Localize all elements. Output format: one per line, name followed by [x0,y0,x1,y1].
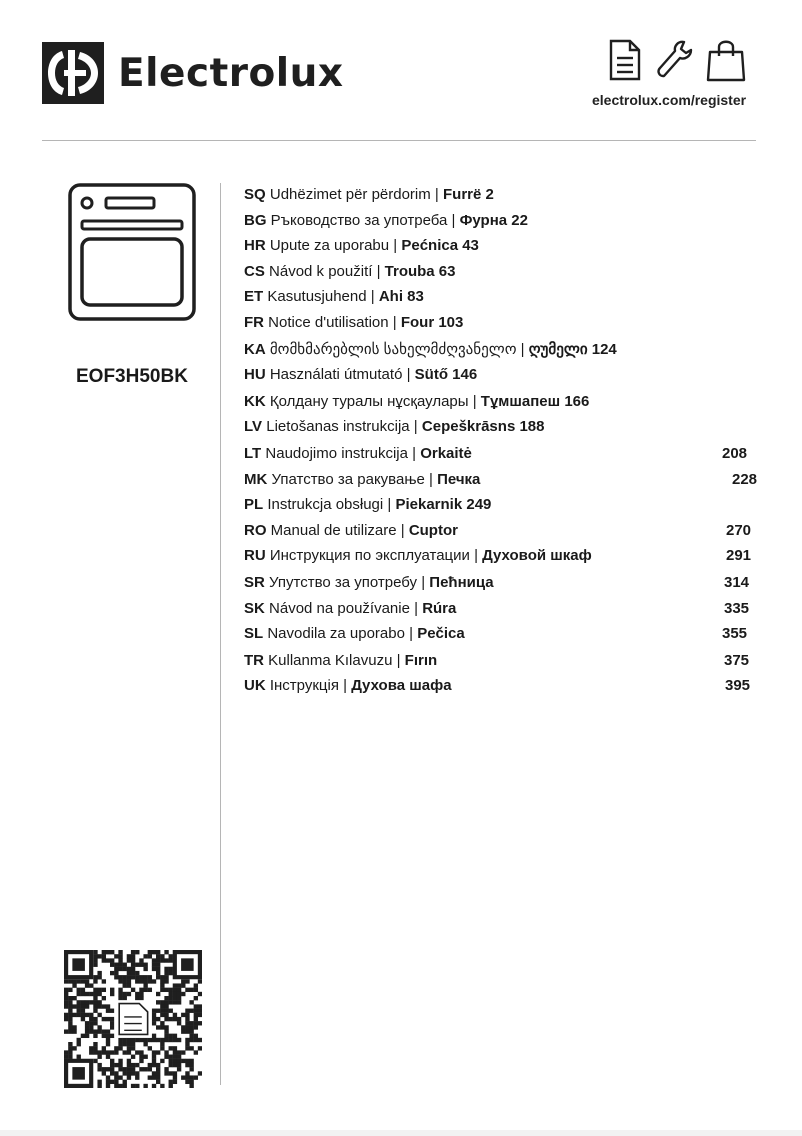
manual-title: Návod k použití | [269,263,381,280]
language-code: SK [244,600,265,617]
language-code: HU [244,366,266,383]
manual-title: Naudojimo instrukcija | [265,445,417,462]
page-number: 314 [724,574,750,591]
shopping-bag-icon [706,38,746,82]
product-name: Фурна 22 [459,212,528,229]
page-number: 375 [724,652,750,669]
toc-entry-et [244,286,760,308]
product-name: Пећница [429,574,494,591]
manual-title: Návod na používanie | [269,600,419,617]
language-code: FR [244,314,264,331]
header-divider [42,140,756,141]
toc-entry-pl [244,494,760,516]
product-name: Furrë 2 [443,186,494,203]
product-name: ღუმელი 124 [528,341,617,358]
manual-title: Kasutusjuhend | [267,288,375,305]
product-name: Rúra [422,600,457,617]
manual-title: Manual de utilizare | [270,522,405,539]
language-code: UK [244,677,266,694]
toc-entry-mk [244,469,760,491]
footer-band [0,1130,802,1136]
language-code: LV [244,418,263,435]
language-code: RO [244,522,267,539]
product-name: Fırın [404,652,438,669]
toc-entry-ka [244,339,760,361]
product-name: Ahi 83 [378,288,424,305]
manual-title: Upute za uporabu | [269,237,398,254]
toc-entry-sr [244,572,760,594]
language-code: SL [244,625,264,642]
toc-entry-fr [244,312,760,334]
product-name: Piekarnik 249 [395,496,492,513]
product-name: Cepeškrāsns 188 [421,418,545,435]
language-code: KA [244,341,266,358]
language-code: LT [244,445,262,462]
page-number: 228 [732,471,758,488]
product-name: Печка [437,471,481,488]
page-number: 355 [722,625,748,642]
product-name: Pećnica 43 [401,237,479,254]
toc-entry-ro [244,520,760,542]
toc-entry-lv [244,416,760,438]
product-name: Pečica [417,625,465,642]
page-number: 395 [725,677,751,694]
brand-wordmark: Electrolux [118,50,344,96]
language-code: CS [244,263,265,280]
page-number: 208 [722,445,748,462]
language-code: MK [244,471,268,488]
product-name: Orkaitė [420,445,472,462]
product-name: Four 103 [400,314,464,331]
toc-entry-uk [244,675,760,697]
toc-entry-sl [244,623,760,645]
manual-title: Instrukcja obsługi | [267,496,392,513]
toc-entry-cs [244,261,760,283]
language-code: BG [244,212,267,229]
language-code: RU [244,547,266,564]
toc-entry-tr [244,650,760,672]
brand-logo [42,42,344,104]
manual-title: Упутство за употребу | [269,574,426,591]
oven-icon [68,183,196,323]
product-name: Sütő 146 [414,366,478,383]
page-number: 335 [724,600,750,617]
language-code: TR [244,652,264,669]
product-name: Trouba 63 [384,263,456,280]
register-url: electrolux.com/register [592,92,747,108]
toc-entry-lt [244,443,760,465]
product-name: Духова шафа [351,677,452,694]
toc-entry-sk [244,598,760,620]
page-number: 291 [726,547,752,564]
language-code: ET [244,288,264,305]
manual-title: Udhëzimet për përdorim | [269,186,439,203]
manual-title: Інструкція | [269,677,348,694]
toc-entry-hu [244,364,760,386]
manual-title: Lietošanas instrukcija | [266,418,418,435]
manual-title: Ръководство за употреба | [270,212,456,229]
manual-document-icon [608,38,642,82]
language-code: KK [244,393,266,410]
manual-title: მომხმარებლის სახელმძღვანელო | [269,341,525,358]
manual-title: Инструкция по эксплуатации | [269,547,478,564]
page-number: 270 [726,522,752,539]
toc-entry-bg [244,210,760,232]
manual-title: Használati útmutató | [269,366,411,383]
toc-entry-kk [244,391,760,413]
manual-title: Kullanma Kılavuzu | [268,652,401,669]
language-code: SQ [244,186,266,203]
column-divider [220,183,221,1085]
product-name: Духовой шкаф [482,547,592,564]
electrolux-logo-icon [42,42,104,104]
manual-title: Қолдану туралы нұсқаулары | [269,393,477,410]
toc-entry-hr [244,235,760,257]
registration-icons [608,38,746,82]
language-code: HR [244,237,266,254]
language-code: SR [244,574,265,591]
manual-title: Navodila za uporabo | [267,625,414,642]
toc-entry-sq [244,184,760,206]
qr-code [64,950,202,1088]
manual-title: Notice d'utilisation | [268,314,397,331]
wrench-icon [654,38,694,82]
language-code: PL [244,496,264,513]
model-number: EOF3H50BK [76,366,188,387]
manual-title: Упатство за ракување | [271,471,433,488]
toc-entry-ru [244,545,760,567]
product-name: Тұмшапеш 166 [480,393,590,410]
product-name: Cuptor [408,522,458,539]
